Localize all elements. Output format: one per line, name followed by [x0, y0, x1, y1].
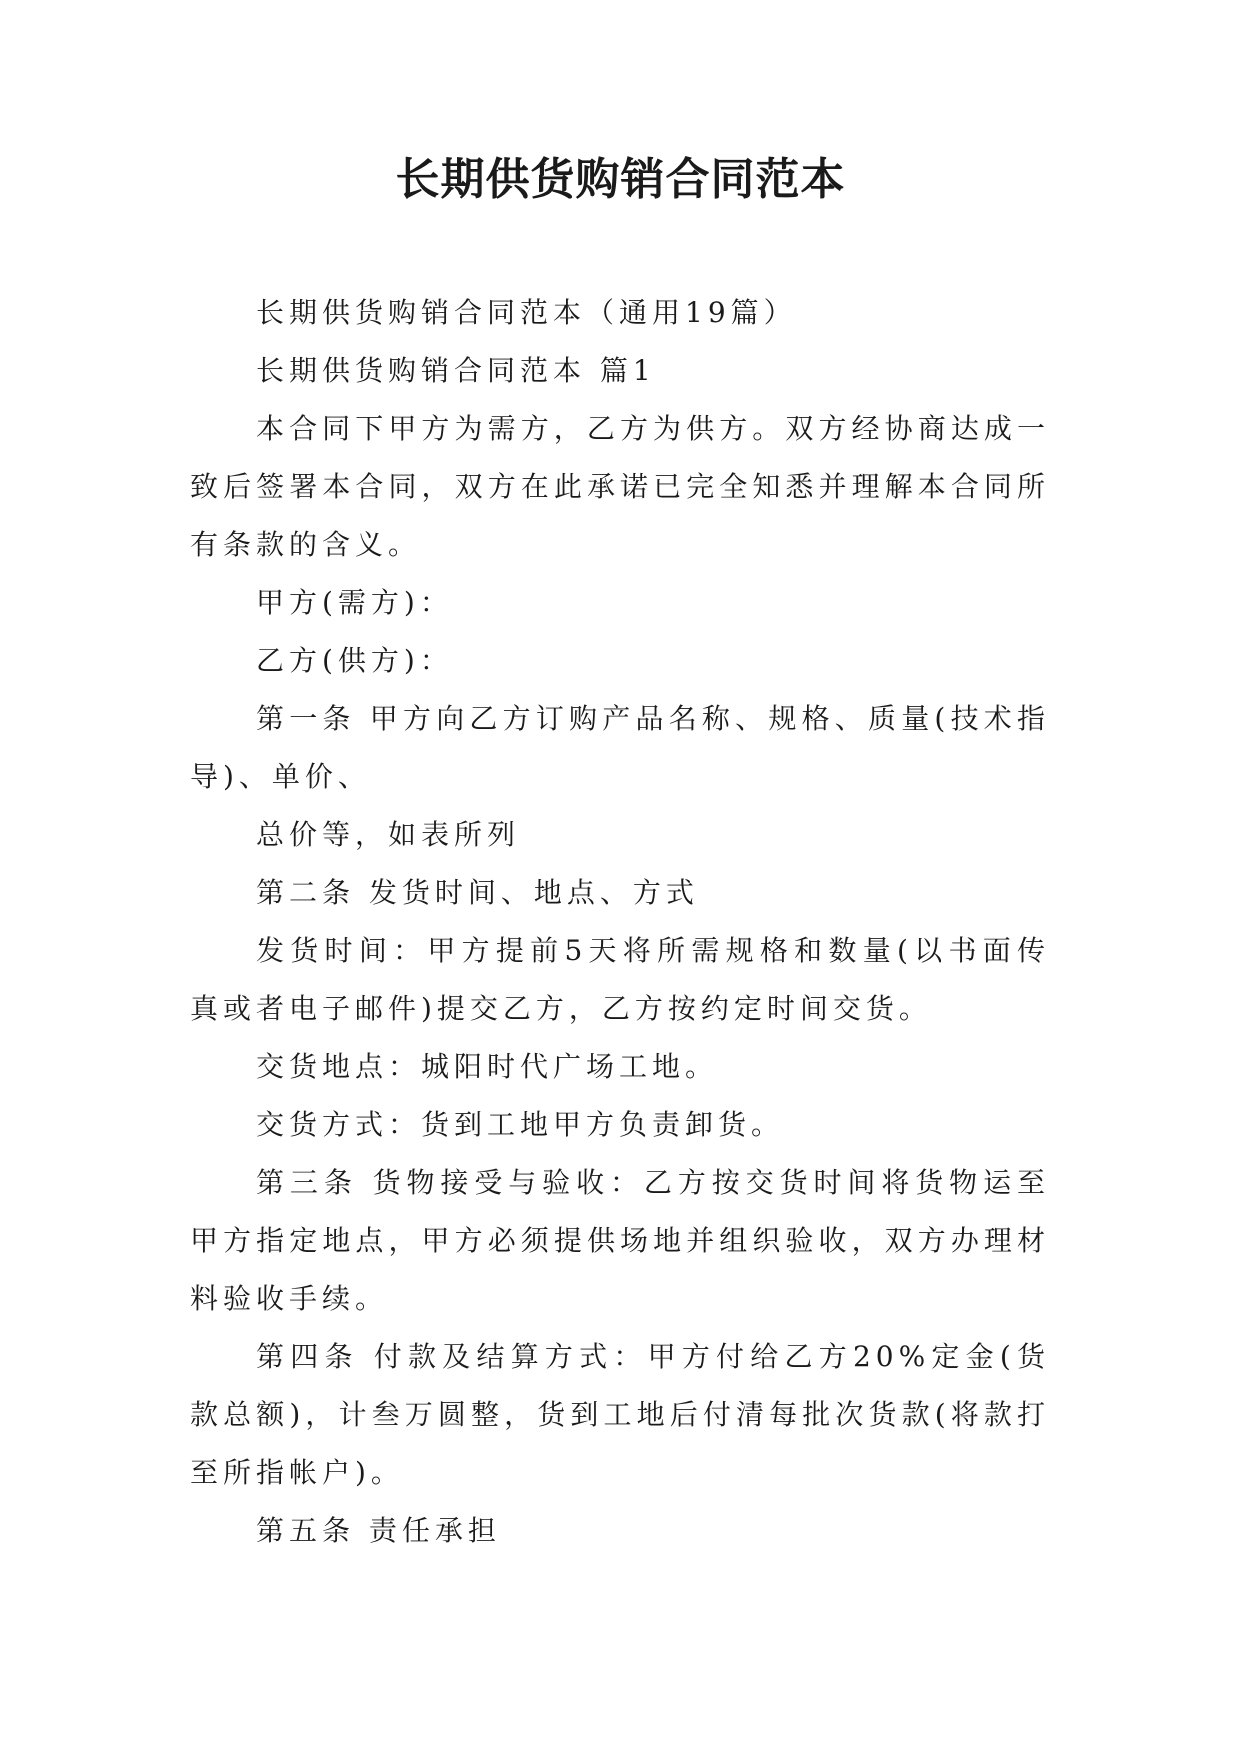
paragraph-party-b: 乙方(供方)：	[256, 644, 453, 677]
paragraph-article-3: 第三条 货物接受与验收：乙方按交货时间将货物运至甲方指定地点，甲方必须提供场地并组织验收，双方办理材料验收手续。	[190, 1166, 1050, 1315]
paragraph-article-4: 第四条 付款及结算方式：甲方付给乙方20%定金(货款总额)，计叁万圆整，货到工地后付清每批次货款(将款打至所指帐户)。	[190, 1340, 1050, 1489]
paragraph-article-2: 第二条 发货时间、地点、方式	[256, 876, 699, 909]
paragraph-article-1: 第一条 甲方向乙方订购产品名称、规格、质量(技术指导)、单价、	[190, 702, 1050, 793]
paragraph-delivery-method: 交货方式：货到工地甲方负责卸货。	[256, 1108, 785, 1141]
paragraph-delivery-time: 发货时间：甲方提前5天将所需规格和数量(以书面传真或者电子邮件)提交乙方，乙方按约定时间交货。	[190, 934, 1050, 1025]
paragraph-article-1-cont: 总价等，如表所列	[256, 818, 521, 851]
paragraph-subtitle: 长期供货购销合同范本（通用19篇）	[256, 296, 797, 329]
paragraph-delivery-location: 交货地点：城阳时代广场工地。	[256, 1050, 719, 1083]
document-body	[190, 284, 1050, 1560]
paragraph-preamble: 本合同下甲方为需方，乙方为供方。双方经协商达成一致后签署本合同，双方在此承诺已完全知悉并理解本合同所有条款的含义。	[190, 412, 1050, 561]
paragraph-section-heading: 长期供货购销合同范本 篇1	[256, 354, 656, 387]
paragraph-article-5: 第五条 责任承担	[256, 1514, 501, 1547]
paragraph-party-a: 甲方(需方)：	[256, 586, 453, 619]
document-title: 长期供货购销合同范本	[395, 154, 846, 205]
